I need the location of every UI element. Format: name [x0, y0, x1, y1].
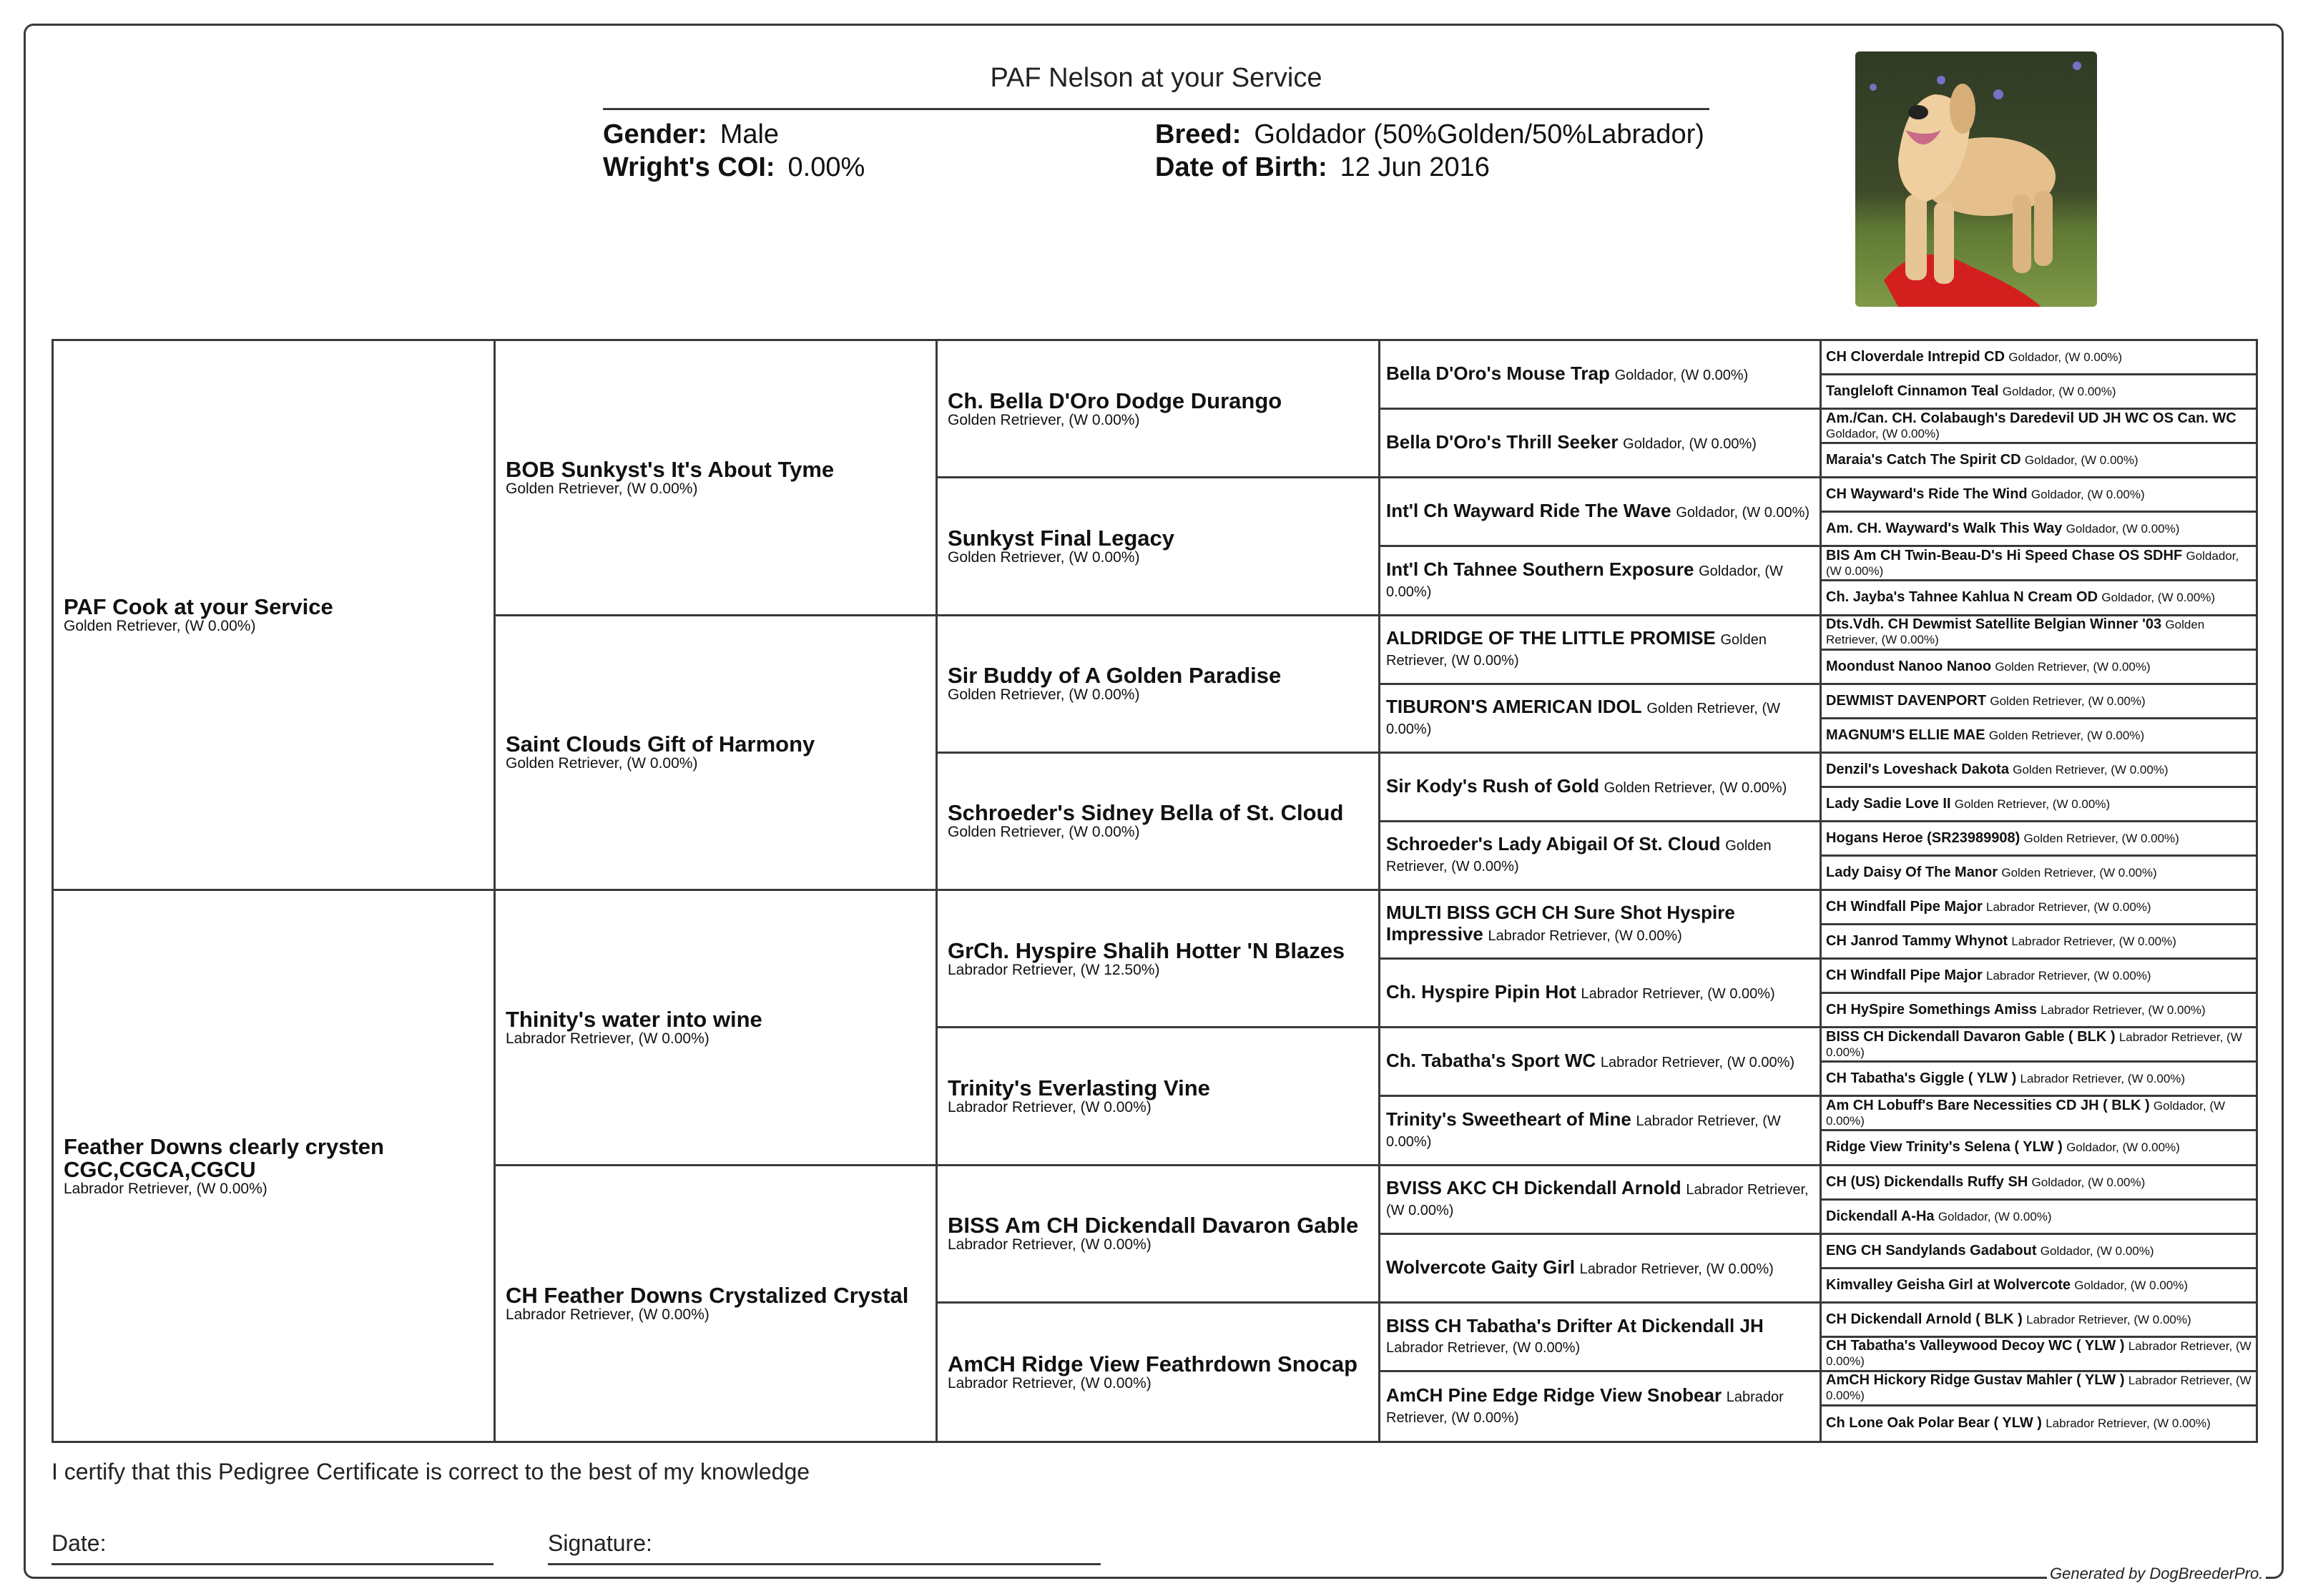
- pedigree-entry: [1822, 891, 2256, 925]
- entry-text: [948, 802, 1368, 840]
- dog-name: Int'l Ch Tahnee Southern Exposure: [1386, 558, 1694, 580]
- pedigree-entry: [1822, 1028, 2256, 1063]
- entry-text: [1826, 797, 2252, 812]
- pedigree-entry: [1822, 754, 2256, 788]
- breed-coi: Goldador, (W 0.00%): [2031, 1175, 2146, 1189]
- breed-coi: Labrador Retriever, (W 0.00%): [1826, 1030, 2242, 1059]
- pedigree-entry: [1380, 1235, 1822, 1304]
- dog-name: Bella D'Oro's Mouse Trap: [1386, 363, 1610, 385]
- entry-text: [948, 1077, 1368, 1115]
- entry-text: [506, 733, 925, 772]
- date-label: Date:: [51, 1530, 107, 1556]
- pedigree-entry: [1822, 822, 2256, 857]
- entry-text: [1386, 432, 1814, 454]
- signature-line[interactable]: [548, 1563, 1101, 1565]
- pedigree-entry: [938, 891, 1380, 1028]
- dog-name: Kimvalley Geisha Girl at Wolvercote: [1826, 1276, 2071, 1293]
- entry-text: [1826, 1098, 2252, 1128]
- entry-text: [1826, 865, 2252, 880]
- breed-coi: Labrador Retriever, (W 0.00%): [1386, 1113, 1781, 1150]
- breed-coi: Labrador Retriever, (W 0.00%): [64, 1180, 267, 1197]
- dob-label: Date of Birth:: [1155, 152, 1327, 182]
- pedigree-entry: [1822, 547, 2256, 581]
- dog-name: BVISS AKC CH Dickendall Arnold: [1386, 1177, 1681, 1199]
- dog-name: Moondust Nanoo Nanoo: [1826, 658, 1992, 674]
- breed-coi: Goldador, (W 0.00%): [1826, 1098, 2226, 1128]
- pedigree-entry: [1380, 891, 1822, 960]
- breed-coi: Labrador Retriever, (W 0.00%): [2041, 1003, 2206, 1018]
- pedigree-entry: [1380, 1372, 1822, 1441]
- pedigree-entry: [1822, 685, 2256, 719]
- pedigree-entry: [1380, 616, 1822, 685]
- pedigree-entry: [1822, 1235, 2256, 1269]
- breed-coi: Goldador, (W 0.00%): [2101, 591, 2216, 605]
- pedigree-entry: [1822, 513, 2256, 547]
- breed-field: [1155, 118, 1704, 151]
- dog-name: DEWMIST DAVENPORT: [1826, 692, 1987, 709]
- breed-coi: Golden Retriever, (W 0.00%): [1990, 694, 2146, 708]
- dog-name: Ch. Tabatha's Sport WC: [1386, 1050, 1596, 1072]
- dog-name: Schroeder's Sidney Bella of St. Cloud: [948, 800, 1344, 826]
- breed-coi: Goldador, (W 0.00%): [1614, 368, 1749, 384]
- entry-text: [948, 1214, 1368, 1253]
- pedigree-entry: [1822, 1304, 2256, 1338]
- breed-coi: Labrador Retriever, (W 0.00%): [1826, 1374, 2252, 1403]
- pedigree-entry: [938, 1166, 1380, 1304]
- entry-text: [506, 1284, 925, 1323]
- breed-coi: Goldador, (W 0.00%): [1826, 426, 1940, 440]
- dog-name: Am. CH. Wayward's Walk This Way: [1826, 521, 2063, 537]
- pedigree-entry: [1822, 581, 2256, 616]
- entry-text: [506, 458, 925, 497]
- dog-name: Ch. Hyspire Pipin Hot: [1386, 981, 1576, 1003]
- dog-name: Lady Sadie Love II: [1826, 795, 1951, 812]
- breed-label: Breed:: [1155, 119, 1242, 149]
- entry-text: [1386, 834, 1814, 877]
- breed-coi: Labrador Retriever, (W 0.00%): [1386, 1339, 1581, 1356]
- pedigree-entry: [1380, 685, 1822, 754]
- entry-text: [1826, 1071, 2252, 1086]
- generated-by-footer: Generated by DogBreederPro.: [2047, 1565, 2266, 1583]
- breed-coi: Labrador Retriever, (W 0.00%): [1579, 1261, 1774, 1277]
- breed-coi: Golden Retriever, (W 0.00%): [1954, 797, 2111, 811]
- grandparents-column: [496, 341, 938, 1441]
- dog-name: Maraia's Catch The Spirit CD: [1826, 452, 2021, 468]
- pedigree-table: [51, 339, 2258, 1443]
- pedigree-entry: [1822, 857, 2256, 891]
- breed-coi: Labrador Retriever, (W 12.50%): [948, 961, 1160, 978]
- breed-coi: Labrador Retriever, (W 0.00%): [1581, 986, 1775, 1003]
- dog-name: Sunkyst Final Legacy: [948, 525, 1174, 551]
- breed-coi: Golden Retriever, (W 0.00%): [2013, 762, 2169, 777]
- date-line[interactable]: [51, 1563, 494, 1565]
- entry-text: [1386, 501, 1814, 523]
- breed-coi: Golden Retriever, (W 0.00%): [1386, 838, 1772, 875]
- pedigree-entry: [1380, 547, 1822, 616]
- dog-name: CH Feather Downs Crystalized Crystal: [506, 1282, 909, 1308]
- breed-coi: Labrador Retriever, (W 0.00%): [2046, 1417, 2211, 1431]
- breed-coi: Labrador Retriever, (W 0.00%): [2011, 935, 2176, 949]
- breed-coi: Goldador, (W 0.00%): [1938, 1209, 2052, 1223]
- pedigree-entry: [496, 341, 938, 616]
- dog-name: AmCH Pine Edge Ridge View Snobear: [1386, 1384, 1722, 1406]
- entry-text: [1826, 1209, 2252, 1224]
- entry-text: [1826, 1312, 2252, 1327]
- breed-coi: Goldador, (W 0.00%): [2024, 453, 2138, 468]
- pedigree-entry: [1822, 1097, 2256, 1131]
- breed-coi: Goldador, (W 0.00%): [1623, 436, 1757, 453]
- entry-text: [1826, 1339, 2252, 1369]
- pedigree-entry: [1822, 1131, 2256, 1166]
- dog-name: Wolvercote Gaity Girl: [1386, 1256, 1575, 1278]
- entry-text: [1386, 559, 1814, 602]
- dog-name: TIBURON'S AMERICAN IDOL: [1386, 696, 1642, 718]
- pedigree-entry: [1822, 788, 2256, 822]
- entry-text: [1826, 1003, 2252, 1018]
- dog-name: CH Tabatha's Valleywood Decoy WC ( YLW ): [1826, 1338, 2125, 1354]
- pedigree-entry: [1822, 1407, 2256, 1441]
- pedigree-entry: [1822, 1372, 2256, 1407]
- pedigree-entry: [1822, 1166, 2256, 1201]
- entry-text: [948, 527, 1368, 566]
- pedigree-entry: [1380, 1097, 1822, 1166]
- title-divider: [603, 108, 1709, 110]
- dog-name: CH Dickendall Arnold ( BLK ): [1826, 1311, 2023, 1327]
- entry-text: [1386, 696, 1814, 739]
- pedigree-entry: [1822, 616, 2256, 651]
- breed-value: Goldador (50%Golden/50%Labrador): [1254, 119, 1704, 149]
- breed-coi: Golden Retriever, (W 0.00%): [1604, 779, 1787, 796]
- pedigree-entry: [1380, 960, 1822, 1028]
- dog-name: BISS CH Dickendall Davaron Gable ( BLK ): [1826, 1028, 2116, 1045]
- dog-name: Am CH Lobuff's Bare Necessities CD JH ( BLK ): [1826, 1097, 2150, 1113]
- breed-coi: Goldador, (W 0.00%): [2008, 350, 2123, 365]
- entry-text: [1826, 659, 2252, 674]
- dog-name: Thinity's water into wine: [506, 1006, 762, 1032]
- pedigree-entry: [938, 754, 1380, 891]
- breed-coi: Golden Retriever, (W 0.00%): [506, 480, 698, 497]
- entry-text: [1826, 487, 2252, 502]
- coi-label: Wright's COI:: [603, 152, 775, 182]
- breed-coi: Golden Retriever, (W 0.00%): [1988, 728, 2145, 742]
- breed-coi: Golden Retriever, (W 0.00%): [948, 411, 1140, 428]
- breed-coi: Labrador Retriever, (W 0.00%): [1986, 900, 2151, 915]
- entry-text: [1826, 694, 2252, 709]
- parents-column: [54, 341, 496, 1441]
- entry-text: [64, 1133, 483, 1197]
- pedigree-entry: [54, 891, 496, 1441]
- breed-coi: Golden Retriever, (W 0.00%): [948, 548, 1140, 566]
- dog-name: GrCh. Hyspire Shalih Hotter 'N Blazes: [948, 937, 1345, 963]
- pedigree-entry: [1822, 960, 2256, 994]
- breed-coi: Golden Retriever, (W 0.00%): [1826, 618, 2205, 647]
- entry-text: [1826, 831, 2252, 846]
- dog-name: Hogans Heroe (SR23989908): [1826, 829, 2020, 846]
- pedigree-entry: [1380, 754, 1822, 822]
- dog-name: BOB Sunkyst's It's About Tyme: [506, 456, 835, 482]
- entry-text: [1826, 1175, 2252, 1190]
- dog-name: Dickendall A-Ha: [1826, 1208, 1935, 1224]
- gen4-column: [1380, 341, 1822, 1441]
- pedigree-entry: [938, 1028, 1380, 1166]
- dog-name: Ch Lone Oak Polar Bear ( YLW ): [1826, 1415, 2042, 1432]
- dog-name: BISS CH Tabatha's Drifter At Dickendall JH: [1386, 1314, 1764, 1336]
- entry-text: [1826, 762, 2252, 777]
- breed-coi: Golden Retriever, (W 0.00%): [1386, 632, 1767, 669]
- pedigree-entry: [496, 1166, 938, 1442]
- dog-photo: [1855, 51, 2097, 307]
- breed-coi: Labrador Retriever, (W 0.00%): [1386, 1182, 1809, 1219]
- dog-name: ALDRIDGE OF THE LITTLE PROMISE: [1386, 627, 1716, 649]
- entry-text: [1386, 1316, 1814, 1358]
- entry-text: [1826, 968, 2252, 983]
- dog-name: AmCH Hickory Ridge Gustav Mahler ( YLW ): [1826, 1372, 2125, 1389]
- breed-coi: Labrador Retriever, (W 0.00%): [2026, 1312, 2191, 1326]
- entry-text: [1826, 728, 2252, 743]
- dog-name: Int'l Ch Wayward Ride The Wave: [1386, 500, 1671, 522]
- breed-coi: Labrador Retriever, (W 0.00%): [506, 1306, 709, 1323]
- dog-name: MULTI BISS GCH CH Sure Shot Hyspire Impressive: [1386, 902, 1735, 945]
- breed-coi: Goldador, (W 0.00%): [2074, 1278, 2189, 1292]
- dog-name: Am./Can. CH. Colabaugh's Daredevil UD JH WC OS Can. WC: [1826, 410, 2236, 426]
- dog-name: CH HySpire Somethings Amiss: [1826, 1002, 2037, 1018]
- dog-name: Dts.Vdh. CH Dewmist Satellite Belgian Winner '03: [1826, 616, 2162, 633]
- entry-text: [1386, 1257, 1814, 1279]
- pedigree-entry: [1822, 1269, 2256, 1304]
- entry-text: [1826, 350, 2252, 365]
- entry-text: [1826, 1140, 2252, 1155]
- pedigree-entry: [938, 1304, 1380, 1441]
- entry-text: [1826, 1243, 2252, 1258]
- dog-name: Sir Buddy of A Golden Paradise: [948, 663, 1282, 689]
- breed-coi: Golden Retriever, (W 0.00%): [1995, 659, 2151, 674]
- pedigree-entry: [1380, 478, 1822, 547]
- entry-text: [948, 1353, 1368, 1391]
- breed-coi: Labrador Retriever, (W 0.00%): [1826, 1339, 2252, 1369]
- dog-name: Trinity's Everlasting Vine: [948, 1075, 1210, 1100]
- breed-coi: Golden Retriever, (W 0.00%): [506, 755, 698, 772]
- coi-field: [603, 151, 865, 184]
- pedigree-entry: [1822, 375, 2256, 410]
- entry-text: [1826, 548, 2252, 578]
- entry-text: [1826, 934, 2252, 949]
- gen5-column: [1822, 341, 2256, 1441]
- entry-text: [1826, 411, 2252, 441]
- breed-coi: Labrador Retriever, (W 0.00%): [1386, 1389, 1784, 1426]
- dog-name: Ch. Bella D'Oro Dodge Durango: [948, 388, 1282, 413]
- breed-coi: Labrador Retriever, (W 0.00%): [948, 1098, 1152, 1115]
- dog-name: CH Windfall Pipe Major: [1826, 967, 1983, 984]
- breed-coi: Goldador, (W 0.00%): [2031, 488, 2145, 502]
- breed-coi: Golden Retriever, (W 0.00%): [2001, 865, 2157, 880]
- pedigree-entry: [1822, 410, 2256, 444]
- gender-label: Gender:: [603, 119, 707, 149]
- breed-coi: Labrador Retriever, (W 0.00%): [506, 1030, 709, 1047]
- dog-name: CH Cloverdale Intrepid CD: [1826, 349, 2005, 365]
- breed-coi: Labrador Retriever, (W 0.00%): [1986, 969, 2151, 983]
- signature-label: Signature:: [548, 1530, 652, 1556]
- coi-value: 0.00%: [787, 152, 865, 182]
- dog-name: Bella D'Oro's Thrill Seeker: [1386, 431, 1619, 453]
- entry-text: [1826, 1030, 2252, 1060]
- dog-name: Saint Clouds Gift of Harmony: [506, 732, 815, 757]
- pedigree-entry: [1380, 822, 1822, 891]
- entry-text: [1826, 617, 2252, 647]
- pedigree-entry: [1822, 1338, 2256, 1372]
- entry-text: [1386, 776, 1814, 798]
- entry-text: [948, 937, 1368, 978]
- pedigree-entry: [938, 341, 1380, 478]
- dog-name: AmCH Ridge View Feathrdown Snocap: [948, 1351, 1358, 1376]
- entry-text: [1826, 1278, 2252, 1293]
- dog-name-title: PAF Nelson at your Service: [990, 63, 1322, 93]
- pedigree-entry: [1822, 925, 2256, 960]
- dob-field: [1155, 151, 1490, 184]
- breed-coi: Goldador, (W 0.00%): [2066, 522, 2180, 536]
- dog-name: Ridge View Trinity's Selena ( YLW ): [1826, 1139, 2063, 1156]
- breed-coi: Golden Retriever, (W 0.00%): [2023, 831, 2179, 845]
- pedigree-entry: [1822, 994, 2256, 1028]
- gender-value: Male: [720, 119, 780, 149]
- entry-text: [1826, 1373, 2252, 1403]
- pedigree-entry: [1822, 651, 2256, 685]
- breed-coi: Golden Retriever, (W 0.00%): [948, 824, 1140, 841]
- entry-text: [1826, 521, 2252, 536]
- pedigree-entry: [938, 616, 1380, 754]
- pedigree-entry: [496, 616, 938, 892]
- pedigree-entry: [496, 891, 938, 1166]
- breed-coi: Goldador, (W 0.00%): [1386, 563, 1783, 600]
- breed-coi: Goldador, (W 0.00%): [2040, 1243, 2154, 1258]
- dog-name: Ch. Jayba's Tahnee Kahlua N Cream OD: [1826, 589, 2098, 606]
- dog-photo-illustration: [1855, 51, 2097, 307]
- dog-name: MAGNUM'S ELLIE MAE: [1826, 726, 1985, 743]
- pedigree-entry: [938, 478, 1380, 616]
- great-grandparents-column: [938, 341, 1380, 1441]
- dog-name: PAF Cook at your Service: [64, 594, 333, 619]
- entry-text: [1386, 1385, 1814, 1428]
- breed-coi: Labrador Retriever, (W 0.00%): [1488, 928, 1682, 945]
- entry-text: [1386, 363, 1814, 385]
- entry-text: [1386, 628, 1814, 671]
- pedigree-entry: [1822, 1201, 2256, 1235]
- pedigree-entry: [1380, 1166, 1822, 1235]
- breed-coi: Golden Retriever, (W 0.00%): [948, 686, 1140, 704]
- pedigree-entry: [1822, 719, 2256, 754]
- dog-name: CH Janrod Tammy Whynot: [1826, 933, 2008, 950]
- entry-text: [1826, 453, 2252, 468]
- entry-text: [1386, 902, 1814, 946]
- entry-text: [948, 390, 1368, 428]
- entry-text: [1826, 590, 2252, 605]
- dog-name: CH Windfall Pipe Major: [1826, 899, 1983, 915]
- breed-coi: Golden Retriever, (W 0.00%): [1386, 701, 1781, 738]
- dog-name: Feather Downs clearly crysten CGC,CGCA,CGCU: [64, 1133, 384, 1182]
- pedigree-entry: [1822, 1063, 2256, 1097]
- pedigree-entry: [1380, 1304, 1822, 1372]
- pedigree-entry: [1380, 1028, 1822, 1097]
- breed-coi: Labrador Retriever, (W 0.00%): [948, 1374, 1152, 1391]
- dog-name: Trinity's Sweetheart of Mine: [1386, 1108, 1631, 1130]
- entry-text: [1826, 900, 2252, 915]
- entry-text: [64, 596, 483, 634]
- pedigree-entry: [54, 341, 496, 891]
- pedigree-entry: [1822, 341, 2256, 375]
- entry-text: [1386, 1109, 1814, 1152]
- entry-text: [506, 1008, 925, 1047]
- dog-name: BISS Am CH Dickendall Davaron Gable: [948, 1213, 1359, 1238]
- breed-coi: Goldador, (W 0.00%): [1826, 548, 2239, 578]
- gender-field: [603, 118, 779, 151]
- breed-coi: Goldador, (W 0.00%): [2066, 1141, 2180, 1155]
- pedigree-entry: [1380, 341, 1822, 410]
- dog-name: Denzil's Loveshack Dakota: [1826, 761, 2009, 777]
- entry-text: [1826, 384, 2252, 399]
- pedigree-entry: [1822, 478, 2256, 513]
- breed-coi: Goldador, (W 0.00%): [2002, 385, 2116, 399]
- dog-name: ENG CH Sandylands Gadabout: [1826, 1242, 2037, 1258]
- dog-name: CH Tabatha's Giggle ( YLW ): [1826, 1070, 2017, 1087]
- dog-name: CH Wayward's Ride The Wind: [1826, 486, 2028, 503]
- breed-coi: Labrador Retriever, (W 0.00%): [1600, 1055, 1795, 1071]
- breed-coi: Golden Retriever, (W 0.00%): [64, 618, 256, 634]
- breed-coi: Labrador Retriever, (W 0.00%): [948, 1236, 1152, 1253]
- breed-coi: Labrador Retriever, (W 0.00%): [2020, 1072, 2186, 1086]
- dog-name: Lady Daisy Of The Manor: [1826, 864, 1998, 880]
- entry-text: [948, 664, 1368, 703]
- dob-value: 12 Jun 2016: [1340, 152, 1490, 182]
- breed-coi: Goldador, (W 0.00%): [1676, 505, 1810, 521]
- entry-text: [1386, 1178, 1814, 1221]
- entry-text: [1826, 1416, 2252, 1431]
- dog-name: BIS Am CH Twin-Beau-D's Hi Speed Chase OS SDHF: [1826, 547, 2183, 563]
- dog-name: Sir Kody's Rush of Gold: [1386, 774, 1599, 797]
- dog-name: Schroeder's Lady Abigail Of St. Cloud: [1386, 833, 1721, 855]
- entry-text: [1386, 1050, 1814, 1073]
- dog-name: CH (US) Dickendalls Ruffy SH: [1826, 1173, 2028, 1190]
- entry-text: [1386, 982, 1814, 1004]
- dog-name: Tangleloft Cinnamon Teal: [1826, 383, 1999, 400]
- pedigree-entry: [1822, 444, 2256, 478]
- certification-statement: I certify that this Pedigree Certificate is correct to the best of my knowledge: [51, 1459, 810, 1484]
- pedigree-entry: [1380, 410, 1822, 478]
